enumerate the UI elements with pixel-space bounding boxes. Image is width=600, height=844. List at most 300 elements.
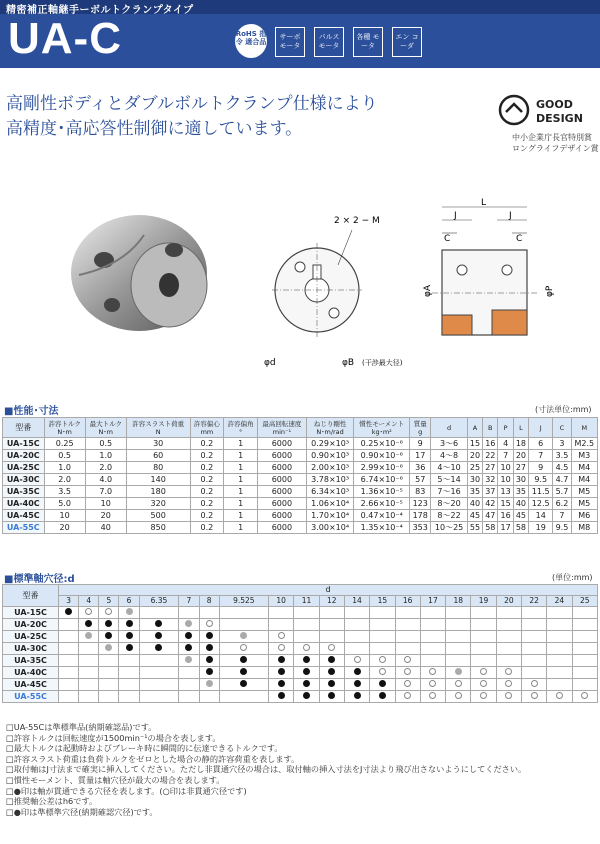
semi-standard-dot (455, 668, 462, 675)
rohs-badge: RoHS 指令 適合品 (235, 24, 267, 58)
perf-value-cell: 9.5 (529, 474, 553, 486)
perf-value-cell: 20 (44, 522, 85, 534)
bore-cell (471, 607, 496, 619)
bore-cell (572, 631, 597, 643)
perf-model-cell: UA-40C (3, 498, 45, 510)
through-bore-dot (379, 692, 386, 699)
bore-model-cell: UA-45C (3, 679, 59, 691)
blind-bore-dot (404, 656, 411, 663)
bore-cell (179, 643, 199, 655)
bore-cell (294, 691, 319, 703)
bore-cell (420, 607, 445, 619)
perf-value-cell: 180 (126, 486, 190, 498)
perf-value-cell: M6 (571, 510, 597, 522)
bore-cell (547, 679, 572, 691)
header-banner (0, 0, 600, 68)
bore-size-header: 14 (344, 596, 369, 607)
through-bore-dot (185, 632, 192, 639)
bore-cell (294, 679, 319, 691)
bore-cell (199, 631, 219, 643)
perf-header-cell: 許容トルク N･m (44, 418, 85, 438)
perf-value-cell: 1.0 (44, 462, 85, 474)
perf-value-cell: 1 (224, 522, 258, 534)
bore-cell (269, 691, 294, 703)
perf-value-cell: 1 (224, 510, 258, 522)
perf-value-cell: 2.00×10³ (306, 462, 354, 474)
bore-model-cell: UA-35C (3, 655, 59, 667)
perf-header-cell: 最高回転速度 min⁻¹ (257, 418, 306, 438)
bore-cell (139, 655, 179, 667)
perf-value-cell: 5.7 (553, 486, 571, 498)
perf-value-cell: 20 (513, 450, 528, 462)
perf-value-cell: M2.5 (571, 438, 597, 450)
perf-value-cell: 10 (498, 474, 513, 486)
bore-cell (99, 643, 119, 655)
label-J-left: J (454, 211, 457, 221)
perf-value-cell: 0.25 (44, 438, 85, 450)
perf-value-cell: 57 (410, 474, 431, 486)
through-bore-dot (85, 620, 92, 627)
bore-cell (521, 619, 546, 631)
perf-value-cell: 0.2 (190, 522, 224, 534)
bore-size-header: 7 (179, 596, 199, 607)
perf-value-cell: 35 (467, 486, 482, 498)
dimension-drawing (262, 195, 597, 375)
perf-value-cell: 6.74×10⁻⁶ (354, 474, 410, 486)
bore-cell (119, 643, 139, 655)
through-bore-dot (328, 656, 335, 663)
perf-value-cell: 19 (529, 522, 553, 534)
bore-cell (370, 643, 395, 655)
bore-size-header: 25 (572, 596, 597, 607)
bore-cell (139, 691, 179, 703)
bore-cell (572, 607, 597, 619)
bore-cell (395, 679, 420, 691)
semi-standard-dot (185, 620, 192, 627)
perf-value-cell: 1 (224, 474, 258, 486)
perf-value-cell: 4.7 (553, 474, 571, 486)
bore-row (3, 631, 598, 643)
blind-bore-dot (429, 668, 436, 675)
perf-value-cell: 37 (483, 486, 498, 498)
perf-model-cell: UA-15C (3, 438, 45, 450)
blind-bore-dot (480, 680, 487, 687)
bore-cell (370, 691, 395, 703)
bore-size-header: 6.35 (139, 596, 179, 607)
perf-header-cell: 慣性モーメント kg･m² (354, 418, 410, 438)
bore-model-cell: UA-30C (3, 643, 59, 655)
bore-cell (119, 607, 139, 619)
bore-cell (547, 655, 572, 667)
bore-cell (521, 691, 546, 703)
bore-cell (99, 631, 119, 643)
bore-cell (294, 619, 319, 631)
perf-header-cell: 許容偏角 ° (224, 418, 258, 438)
blind-bore-dot (480, 692, 487, 699)
label-phi-P: φP (545, 285, 555, 297)
through-bore-dot (240, 668, 247, 675)
perf-value-cell: 1 (224, 498, 258, 510)
bore-cell (446, 679, 471, 691)
perf-value-cell: 5.0 (44, 498, 85, 510)
bore-cell (219, 619, 268, 631)
perf-value-cell: 0.90×10⁻⁶ (354, 450, 410, 462)
bore-cell (496, 643, 521, 655)
blind-bore-dot (455, 692, 462, 699)
through-bore-dot (328, 692, 335, 699)
bore-cell (319, 655, 344, 667)
bore-cell (319, 667, 344, 679)
bore-cell (79, 679, 99, 691)
bore-cell (572, 691, 597, 703)
bore-cell (395, 667, 420, 679)
semi-standard-dot (85, 632, 92, 639)
bore-cell (547, 691, 572, 703)
perf-value-cell: 5〜14 (431, 474, 467, 486)
blind-bore-dot (531, 692, 538, 699)
notes-list (6, 722, 596, 817)
bore-cell (420, 619, 445, 631)
bore-cell (179, 631, 199, 643)
blind-bore-dot (455, 680, 462, 687)
bore-size-header: 17 (420, 596, 445, 607)
perf-value-cell: 40 (85, 522, 126, 534)
perf-model-cell: UA-20C (3, 450, 45, 462)
blind-bore-dot (206, 620, 213, 627)
perf-value-cell: 7 (553, 510, 571, 522)
bore-cell (59, 667, 79, 679)
semi-standard-dot (185, 656, 192, 663)
bore-model-cell: UA-25C (3, 631, 59, 643)
blind-bore-dot (85, 608, 92, 615)
perf-value-cell: 8〜22 (431, 510, 467, 522)
blind-bore-dot (404, 680, 411, 687)
bore-cell (547, 643, 572, 655)
through-bore-dot (206, 644, 213, 651)
perf-value-cell: 58 (513, 522, 528, 534)
bore-cell (471, 619, 496, 631)
perf-value-cell: 3.5 (553, 450, 571, 462)
product-photo (64, 205, 214, 340)
perf-value-cell: 35 (513, 486, 528, 498)
perf-header-cell: 型番 (3, 418, 45, 438)
bore-size-header: 11 (294, 596, 319, 607)
bore-cell (269, 643, 294, 655)
perf-value-cell: 6000 (257, 510, 306, 522)
perf-value-cell: 0.2 (190, 486, 224, 498)
perf-value-cell: 6000 (257, 438, 306, 450)
perf-value-cell: 850 (126, 522, 190, 534)
bore-cell (139, 667, 179, 679)
perf-value-cell: M3 (571, 450, 597, 462)
perf-value-cell: 17 (498, 522, 513, 534)
tagline: 高剛性ボディとダブルボルトクランプ仕様により 高精度･高応答性制御に適しています。 (6, 94, 378, 139)
bore-cell (370, 679, 395, 691)
bore-cell (319, 691, 344, 703)
through-bore-dot (379, 680, 386, 687)
through-bore-dot (105, 620, 112, 627)
label-2x2m: 2 × 2 − M (334, 216, 380, 226)
perf-value-cell: 3.78×10³ (306, 474, 354, 486)
semi-standard-dot (240, 632, 247, 639)
performance-table (2, 417, 598, 534)
perf-value-cell: 22 (483, 450, 498, 462)
perf-value-cell: 15 (467, 438, 482, 450)
perf-value-cell: 4〜10 (431, 462, 467, 474)
perf-value-cell: 0.29×10³ (306, 438, 354, 450)
perf-value-cell: 7〜16 (431, 486, 467, 498)
through-bore-dot (303, 680, 310, 687)
perf-value-cell: 58 (483, 522, 498, 534)
bore-cell (79, 631, 99, 643)
bore-cell (99, 691, 119, 703)
perf-value-cell: 3 (553, 438, 571, 450)
label-L: L (481, 198, 487, 208)
bore-cell (179, 619, 199, 631)
bore-cell (471, 631, 496, 643)
through-bore-dot (303, 656, 310, 663)
note-item: □許容トルクは回転速度が1500min⁻¹の場合を表します。 (6, 732, 221, 743)
bore-cell (370, 655, 395, 667)
perf-value-cell: 45 (513, 510, 528, 522)
through-bore-dot (278, 668, 285, 675)
blind-bore-dot (505, 692, 512, 699)
perf-header-row (3, 418, 598, 438)
bore-cell (269, 655, 294, 667)
perf-header-cell: 許容スラスト荷重 N (126, 418, 190, 438)
blind-bore-dot (404, 692, 411, 699)
blind-bore-dot (505, 680, 512, 687)
perf-row (3, 486, 598, 498)
through-bore-dot (155, 620, 162, 627)
perf-value-cell: 1 (224, 462, 258, 474)
bore-cell (119, 655, 139, 667)
through-bore-dot (206, 656, 213, 663)
perf-unit-note: (寸法単位:mm) (535, 405, 592, 414)
bore-cell (496, 655, 521, 667)
blind-bore-dot (581, 692, 588, 699)
bore-cell (370, 667, 395, 679)
bore-cell (179, 691, 199, 703)
perf-value-cell: 55 (467, 522, 482, 534)
perf-value-cell: 2.0 (44, 474, 85, 486)
perf-model-cell: UA-45C (3, 510, 45, 522)
bore-cell (79, 667, 99, 679)
bore-cell (395, 643, 420, 655)
bore-cell (572, 667, 597, 679)
bore-row (3, 691, 598, 703)
bore-cell (319, 679, 344, 691)
bore-cell (99, 619, 119, 631)
blind-bore-dot (556, 692, 563, 699)
bore-model-cell: UA-15C (3, 607, 59, 619)
perf-value-cell: 6000 (257, 486, 306, 498)
bore-cell (59, 691, 79, 703)
bore-cell (521, 631, 546, 643)
bore-cell (572, 679, 597, 691)
blind-bore-dot (278, 644, 285, 651)
bore-cell (199, 667, 219, 679)
bore-row (3, 643, 598, 655)
perf-value-cell: 1 (224, 486, 258, 498)
through-bore-dot (303, 668, 310, 675)
perf-value-cell: 6000 (257, 498, 306, 510)
bore-cell (199, 679, 219, 691)
perf-value-cell: 14 (529, 510, 553, 522)
bore-cell (572, 643, 597, 655)
through-bore-dot (105, 632, 112, 639)
label-C-right: C (516, 234, 523, 244)
bore-cell (471, 655, 496, 667)
perf-value-cell: 30 (513, 474, 528, 486)
bore-cell (59, 607, 79, 619)
perf-value-cell: 32 (483, 474, 498, 486)
label-C-left: C (444, 234, 451, 244)
perf-value-cell: 0.2 (190, 474, 224, 486)
note-item: □●印は軸が貫通できる穴径を表します。(○印は非貫通穴径です) (6, 785, 247, 796)
bore-cell (471, 679, 496, 691)
blind-bore-dot (429, 692, 436, 699)
perf-header-cell: 質量 g (410, 418, 431, 438)
note-item: □推奨軸公差はh6です。 (6, 796, 98, 807)
award-line-1: 中小企業庁長官特別賞 (512, 133, 592, 142)
bore-cell (139, 619, 179, 631)
perf-value-cell: M5 (571, 498, 597, 510)
perf-value-cell: 4 (498, 438, 513, 450)
perf-model-cell: UA-30C (3, 474, 45, 486)
perf-value-cell: 123 (410, 498, 431, 510)
bore-cell (420, 667, 445, 679)
bore-cell (521, 667, 546, 679)
perf-value-cell: 0.90×10³ (306, 450, 354, 462)
bore-cell (219, 607, 268, 619)
perf-value-cell: 4.0 (85, 474, 126, 486)
perf-value-cell: 6.2 (553, 498, 571, 510)
award-line-2: ロングライフデザイン賞 (512, 144, 599, 153)
bore-cell (79, 607, 99, 619)
bore-cell (294, 643, 319, 655)
perf-value-cell: 1.06×10⁴ (306, 498, 354, 510)
bore-size-header: 18 (446, 596, 471, 607)
perf-value-cell: 30 (126, 438, 190, 450)
note-item: □UA-55Cは準標準品(納期確認品)です。 (6, 722, 157, 732)
perf-value-cell: 1.36×10⁻⁵ (354, 486, 410, 498)
bore-cell (59, 679, 79, 691)
blind-bore-dot (328, 644, 335, 651)
perf-value-cell: 140 (126, 474, 190, 486)
blind-bore-dot (480, 668, 487, 675)
perf-row (3, 474, 598, 486)
bore-cell (446, 643, 471, 655)
perf-value-cell: 0.2 (190, 510, 224, 522)
bore-cell (496, 691, 521, 703)
perf-value-cell: 40 (513, 498, 528, 510)
perf-value-cell: 2.99×10⁻⁶ (354, 462, 410, 474)
bore-cell (59, 619, 79, 631)
perf-value-cell: 4.5 (553, 462, 571, 474)
bore-size-header: 22 (521, 596, 546, 607)
perf-value-cell: 83 (410, 486, 431, 498)
bore-section-title: ■標準軸穴径:d (4, 574, 75, 585)
bore-size-header: 5 (99, 596, 119, 607)
perf-value-cell: 1.0 (85, 450, 126, 462)
perf-value-cell: 4〜8 (431, 450, 467, 462)
bore-cell (269, 619, 294, 631)
bore-cell (294, 607, 319, 619)
bore-cell (319, 643, 344, 655)
badge-servo-motor: サーボ モータ (275, 27, 305, 57)
bore-model-cell: UA-55C (3, 691, 59, 703)
perf-value-cell: 27 (483, 462, 498, 474)
perf-model-cell: UA-25C (3, 462, 45, 474)
perf-value-cell: 20 (467, 450, 482, 462)
through-bore-dot (354, 668, 361, 675)
through-bore-dot (328, 680, 335, 687)
bore-cell (420, 643, 445, 655)
bore-cell (344, 607, 369, 619)
perf-value-cell: 0.2 (190, 450, 224, 462)
perf-value-cell: 2.66×10⁻⁵ (354, 498, 410, 510)
bore-size-header: 9.525 (219, 596, 268, 607)
bore-row (3, 607, 598, 619)
bore-cell (199, 655, 219, 667)
perf-value-cell: 6000 (257, 474, 306, 486)
perf-value-cell: 80 (126, 462, 190, 474)
blind-bore-dot (531, 680, 538, 687)
through-bore-dot (240, 656, 247, 663)
perf-model-cell: UA-55C (3, 522, 45, 534)
perf-header-cell: B (483, 418, 498, 438)
bore-cell (219, 679, 268, 691)
product-subtitle: 精密補正軸継手ーボルトクランプタイプ (6, 5, 194, 16)
bore-cell (370, 631, 395, 643)
perf-value-cell: M4 (571, 474, 597, 486)
bore-unit-note: (単位:mm) (552, 573, 593, 582)
perf-value-cell: 0.5 (44, 450, 85, 462)
perf-value-cell: 16 (498, 510, 513, 522)
perf-value-cell: 9.5 (553, 522, 571, 534)
badge-various-motor: 各種 モータ (353, 27, 383, 57)
bore-cell (420, 631, 445, 643)
bore-cell (139, 643, 179, 655)
blind-bore-dot (404, 668, 411, 675)
perf-value-cell: 12.5 (529, 498, 553, 510)
perf-value-cell: 6000 (257, 462, 306, 474)
bore-cell (572, 619, 597, 631)
bore-cell (344, 679, 369, 691)
bore-cell (344, 655, 369, 667)
perf-value-cell: 25 (467, 462, 482, 474)
perf-header-cell: P (498, 418, 513, 438)
perf-value-cell: 20 (85, 510, 126, 522)
bore-cell (344, 691, 369, 703)
blind-bore-dot (505, 668, 512, 675)
perf-value-cell: 0.2 (190, 438, 224, 450)
bore-cell (79, 691, 99, 703)
bore-cell (199, 643, 219, 655)
label-J-right: J (509, 211, 512, 221)
through-bore-dot (278, 692, 285, 699)
perf-value-cell: 7 (498, 450, 513, 462)
perf-value-cell: 353 (410, 522, 431, 534)
perf-value-cell: M5 (571, 486, 597, 498)
perf-value-cell: 0.47×10⁻⁴ (354, 510, 410, 522)
perf-value-cell: 42 (483, 498, 498, 510)
perf-value-cell: 16 (483, 438, 498, 450)
bore-row (3, 667, 598, 679)
perf-value-cell: 6000 (257, 522, 306, 534)
bore-cell (99, 679, 119, 691)
